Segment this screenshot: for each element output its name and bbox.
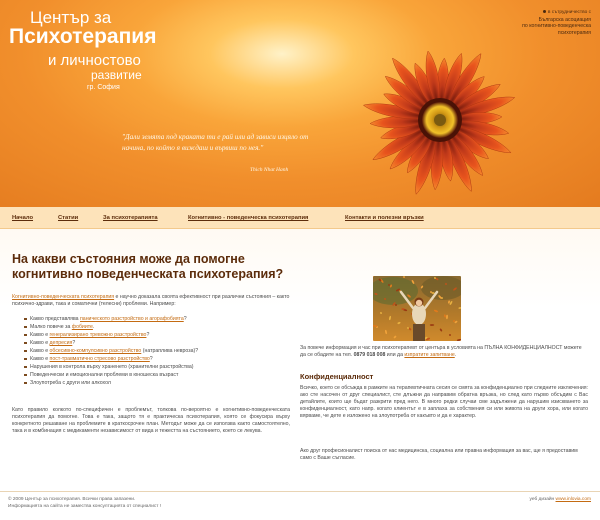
confidentiality-text-2: Ако друг професионалист поиска от нас медицинска, социална или правна информация за вас, ще я предоставим само с Ваше съгласие. [300,448,578,461]
condition-text: Малко повече за [30,324,72,330]
contact-phone[interactable]: 0879 018 008 [353,352,386,358]
condition-text: Какво е [30,348,50,354]
partner-intro: в сътрудничество с [547,10,591,15]
quote-author: Thich Nhat Hanh [250,167,289,173]
logo-line-3[interactable]: и личностово [48,52,141,69]
condition-link[interactable]: паническото разстройство и агорафобията [80,316,184,322]
condition-link[interactable]: депресия [49,340,73,346]
logo-line-4[interactable]: развитие [91,68,142,82]
condition-item [24,371,294,379]
condition-link[interactable]: фобиите [71,324,93,330]
contact-text-2: или да [385,352,405,358]
footer-design-label: уеб дизайн [529,497,556,502]
intro-text [12,294,290,308]
logo-line-1[interactable]: Център за [30,8,112,27]
condition-suffix: ? [146,332,150,338]
footer-credit [529,497,591,502]
contact-text [300,345,588,359]
condition-suffix: ? [183,316,187,322]
body-paragraph: Като правило колкото по-специфичен е проблемът, толкова по-вероятно е когнитивно-поведенческата психотерапия да помогне. Това е така, защото тя е практическа психотерапия, която се фокусира върху конкретното решаване на проблемите в краткосрочен план. Методът може да се използва както самостоятелно, така и в комбинация с медикаменти независимост от вида и тежестта на състоянието, което се лекува. [12,407,290,434]
confidentiality-title: Конфиденциалност [300,372,374,381]
contact-text-3: . [454,352,457,358]
footer-disclaimer: Информацията на сайта не замества консултацията от специалист ! [8,503,162,509]
nav-cbt[interactable]: Когнитивно - поведенческа психотерапия [188,215,309,221]
send-inquiry-link[interactable]: изпратите запитване [404,352,455,358]
header-quote: "Дали земята под краката ти е рай или ад зависи изцяло от начина, по който я виждаш и вървиш по нея." [122,133,309,152]
autumn-woman-photo [373,276,461,341]
condition-suffix: ? [72,340,76,346]
nav-articles[interactable]: Статии [58,215,79,221]
partner-block[interactable] [522,10,591,36]
main-content [0,229,600,491]
confidentiality-text: Всичко, което се обсъжда в рамките на терапевтичната сесия се смята за конфиденциално при следните изключения: ако сте насочен от друг специалист, сте длъжни да направим обратна връзка, но след като първо обсъдим с Вас детайлите, които ще бъдат разкрити пред него. В много редки случаи сме задължени да нарушим изискването за конфиденциалност, като напр. когато клиентът е в заплаха за собствения си или живота на други хора, или когато вярваме, че дете е изложено на злоупотреба от какъвто и да е характер. [300,385,588,419]
condition-text: Какво е [30,332,50,338]
partner-line-2: по когнитивно-поведенческа [522,23,591,29]
logo-line-2[interactable]: Психотерапия [9,25,157,48]
footer-copyright: © 2009 Център за психотерапия. Всички права запазени. [8,497,136,502]
page-title: На какви състояния може да помогне когнитивно поведенческата психотерапия? [12,252,284,281]
logo-city: гр. София [87,84,120,91]
condition-suffix: . [92,324,95,330]
condition-text: Какво е [30,340,50,346]
nav-contacts[interactable]: Контакти и полезни връзки [345,215,424,221]
condition-item [24,347,294,355]
condition-item [24,315,294,323]
designer-link[interactable]: www.inlovia.com [555,497,591,502]
condition-link[interactable]: пост-травматично стресово разстройство [49,356,150,362]
intro-body: е научно доказала своята ефективност при различни състояния – както психично-здрави, така и соматични (телесни) проблеми. Например: [12,294,290,307]
partner-line-1: Българска асоциация [538,16,591,23]
partner-logo-icon [543,10,546,13]
gazania-flower-image [345,0,530,200]
condition-item [24,323,294,331]
contact-text-1: За повече информация и час при психотерапевт от центъра в условията на ПЪЛНА КОНФИДЕНЦИАЛНОСТ можете да се обадите на тел. [300,345,582,358]
condition-item [24,331,294,339]
condition-suffix: ? [149,356,153,362]
partner-line-3: психотерапия [557,29,591,36]
nav-home[interactable]: Начало [12,215,34,221]
nav-about-psychotherapy[interactable]: За психотерапията [103,215,158,221]
condition-item [24,355,294,363]
condition-text: Поведенчески и емоционални проблеми в юношеска възраст [30,372,179,378]
cbt-link[interactable]: Когнитивно-поведенческата психотерапия [12,294,115,300]
condition-link[interactable]: обсесивно-компулсивно разстройство [49,348,142,354]
condition-item [24,363,294,371]
condition-text: Какво представлява [30,316,80,322]
condition-suffix: (натраплива невроза)? [141,348,199,354]
condition-link[interactable]: генерализирано тревожно разстройство [49,332,147,338]
main-navigation [0,207,600,229]
footer [0,491,600,520]
condition-text: Какво е [30,356,50,362]
condition-item [24,379,294,387]
header-banner [0,0,600,207]
condition-item [24,339,294,347]
condition-text: Злоупотреба с други или алкохол [30,380,111,386]
conditions-list [24,315,294,387]
condition-text: Нарушения в контрола върху храненето (хранителни разстройства) [30,364,194,370]
